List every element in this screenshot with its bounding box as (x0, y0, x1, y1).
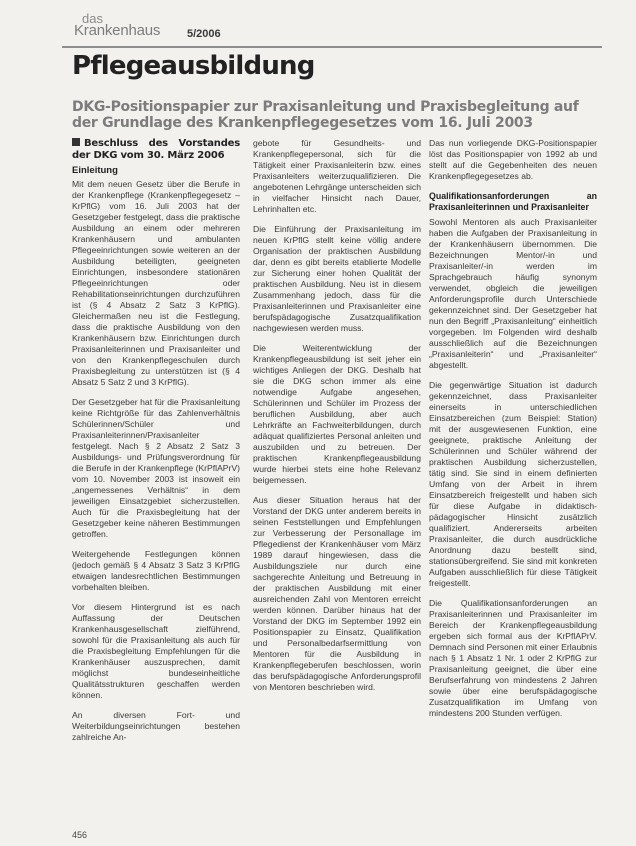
issue-number: 5/2006 (187, 28, 221, 40)
text-column-3 (429, 138, 597, 728)
square-bullet-icon (72, 138, 80, 146)
paragraph: Der Gesetzgeber hat für die Praxisanleitung keine Richtgröße für das Zahlenverhältnis Schülerinnen/Schüler und Praxisanleiterinnen/Praxisanleiter festgelegt. Nach § 2 Absatz 2 Satz 3 Ausbildungs- und Prüfungsverordnung für die Berufe in der Krankenpflege (KrPflAPrV) vom 10. November 2003 ist insoweit ein „angemessenes Verhältnis“ in dem jeweiligen Einsatzgebiet sicherzustellen. Auch für die Praxisbegleitung hat der Gesetzgeber keine näheren Bestimmungen getroffen. (72, 397, 240, 539)
page-header (62, 6, 602, 44)
paragraph: Vor diesem Hintergrund ist es nach Auffassung der Deutschen Krankenhausgesellschaft zielführend, sowohl für die Praxisanleitung als auch für die Praxisbegleitung Empfehlungen für die Krankenhäuser auszusprechen, damit möglichst bundeseinheitliche Qualitätsstrukturen geschaffen werden können. (72, 602, 240, 700)
resolution-subheading-text: Beschluss des Vorstandes der DKG vom 30. März 2006 (72, 138, 240, 161)
paragraph: Das nun vorliegende DKG-Positionspapier löst das Positionspapier von 1992 ab und stellt auf die Gegebenheiten des neuen Krankenpflegegesetzes ab. (429, 138, 597, 181)
paragraph: Die Weiterentwicklung der Krankenpflegeausbildung ist seit jeher ein wichtiges Anliegen der DKG. Deshalb hat sie die DKG schon immer als eine notwendige Aufgabe angesehen, Schülerinnen und Schüler im Prozess der beruflichen Ausbildung, aber auch Lehrkräfte an Fachweiterbildungen, durch adäquat qualifiziertes Personal anleiten und auszubilden und zu betreuen. Der praktischen Krankenpflegeausbildung wurde hierbei stets eine hohe Relevanz beigemessen. (253, 343, 421, 485)
paragraph: Die Einführung der Praxisanleitung im neuen KrPflG stellt keine völlig andere Organisation der praktischen Ausbildung dar, denn es gibt bereits etablierte Modelle zur Sicherung einer hohen Qualität der praktischen Ausbildung. Neu ist in diesem Zusammenhang jedoch, dass für die Praxisanleiterinnen und Praxisanleiter eine berufspädagogische Zusatzqualifikation nachgewiesen werden muss. (253, 224, 421, 333)
journal-logo-small: das (82, 11, 103, 26)
paragraph: Die Qualifikationsanforderungen an Praxisanleiterinnen und Praxisanleiter im Bereich der Krankenpflegeausbildung ergeben sich formal aus der KrPflAPrV. Demnach sind Personen mit einer Erlaubnis nach § 1 Absatz 1 Nr. 1 oder 2 KrPflG zur Praxisanleitung geeignet, die über eine Berufserfahrung von mindestens 2 Jahren sowie über eine berufspädagogische Zusatzqualifikation im Umfang von mindestens 200 Stunden verfügen. (429, 598, 597, 718)
paragraph: Aus dieser Situation heraus hat der Vorstand der DKG unter anderem bereits in seinen Feststellungen und Empfehlungen zur Verbesserung der Personallage im Pflegedienst der Krankenhäuser vom März 1989 darauf hingewiesen, dass die Ausbildungsziele nur durch eine sachgerechte Anleitung und Betreuung in der praktischen Ausbildung mit einer ausreichenden Zahl von Mentoren erreicht werden können. Darüber hinaus hat der Vorstand der DKG im September 1992 ein Positionspapier zu Einsatz, Qualifikation und Personalbedarfsermittlung von Mentoren für die Ausbildung in Krankenpflegeberufen beschlossen, worin das berufspädagogische Anforderungsprofil von Mentoren beschrieben wird. (253, 495, 421, 692)
section-title: Pflegeausbildung (72, 51, 315, 81)
intro-heading: Einleitung (72, 165, 118, 176)
page-number: 456 (72, 830, 88, 840)
article-headline: DKG-Positionspapier zur Praxisanleitung und Praxisbegleitung auf der Grundlage des Krankenpflegegesetzes vom 16. Juli 2003 (72, 99, 579, 131)
paragraph: An diversen Fort- und Weiterbildungseinrichtungen bestehen zahlreiche An- (72, 710, 240, 742)
header-divider (62, 46, 602, 48)
qualification-subheading: Qualifikationsanforderungen an Praxisanleiterinnen und Praxisanleiter (429, 191, 597, 212)
paragraph: gebote für Gesundheits- und Krankenpflegepersonal, sich für die Tätigkeit einer Praxisanleiterin bzw. eines Praxisanleiters weiterzuqualifizieren. Die angebotenen Lehrgänge unterscheiden sich in vielfacher Hinsicht nach Dauer, Lehrinhalten etc. (253, 138, 421, 214)
resolution-subheading (72, 138, 240, 162)
paragraph: Mit dem neuen Gesetz über die Berufe in der Krankenpflege (Krankenpflegegesetz – KrPflG) vom 16. Juli 2003 hat der Gesetzgeber festgelegt, dass die praktische Ausbildung an einem oder mehreren Krankenhäusern und ambulanten Pflegeeinrichtungen sowie weiteren an der Ausbildung beteiligten, geeigneten Einrichtungen, insbesondere stationären Pflegeeinrichtungen oder Rehabilitationseinrichtungen durchzuführen ist (§ 4 Absatz 2 Satz 3 KrPflG). Gleichermaßen neu ist die Festlegung, dass die praktische Ausbildung von den Krankenhäusern bzw. Einrichtungen durch Praxisanleiterinnen und Praxisanleiter und von den Krankenpflegeschulen durch Praxisbegleitung zu unterstützen ist (§ 4 Absatz 5 Satz 2 und 3 KrPflG). (72, 179, 240, 387)
paragraph: Sowohl Mentoren als auch Praxisanleiter haben die Aufgaben der Praxisanleitung in der Krankenhäusern übernommen. Die Bezeichnungen Mentor/-in und Praxisanleiter/-in werden im Sprachgebrauch häufig synonym verwendet, obgleich die jeweiligen Anforderungsprofile durch Unterschiede gekennzeichnet sind. Der Gesetzgeber hat nun den Begriff „Praxisanleitung“ einheitlich vorgegeben. Im Folgenden wird deshalb ausschließlich auf die Bezeichnungen „Praxisanleiterin“ und „Praxisanleiter“ abgestellt. (429, 217, 597, 370)
text-column-2 (253, 138, 421, 702)
text-column-1 (72, 138, 240, 752)
paragraph: Weitergehende Festlegungen können (jedoch gemäß § 4 Absatz 3 Satz 3 KrPflG etwaigen landesrechtlichen Bestimmungen vorbehalten bleiben. (72, 549, 240, 592)
paragraph: Die gegenwärtige Situation ist dadurch gekennzeichnet, dass Praxisanleiter einerseits in unterschiedlichen Einsatzbereichen (zum Beispiel: Station) mit der ausgewiesenen Funktion, eine geeignete, praktische Anleitung der Schülerinnen und Schüler während der praktischen Ausbildung sicherzustellen, tätig sind. Sie sind in einem definierten Umfang von der Arbeit in ihrem Einsatzbereich freigestellt und haben sich für diese Aufgabe in didaktisch-pädagogischer Hinsicht zusätzlich qualifiziert. Andererseits arbeiten Praxisanleiter, die durch ausdrückliche Anordnung dazu bestellt sind, stationsübergreifend. Sie sind mit konkreten Aufgaben ausschließlich für diese Tätigkeit freigestellt. (429, 380, 597, 588)
journal-logo: Krankenhaus (74, 22, 161, 39)
